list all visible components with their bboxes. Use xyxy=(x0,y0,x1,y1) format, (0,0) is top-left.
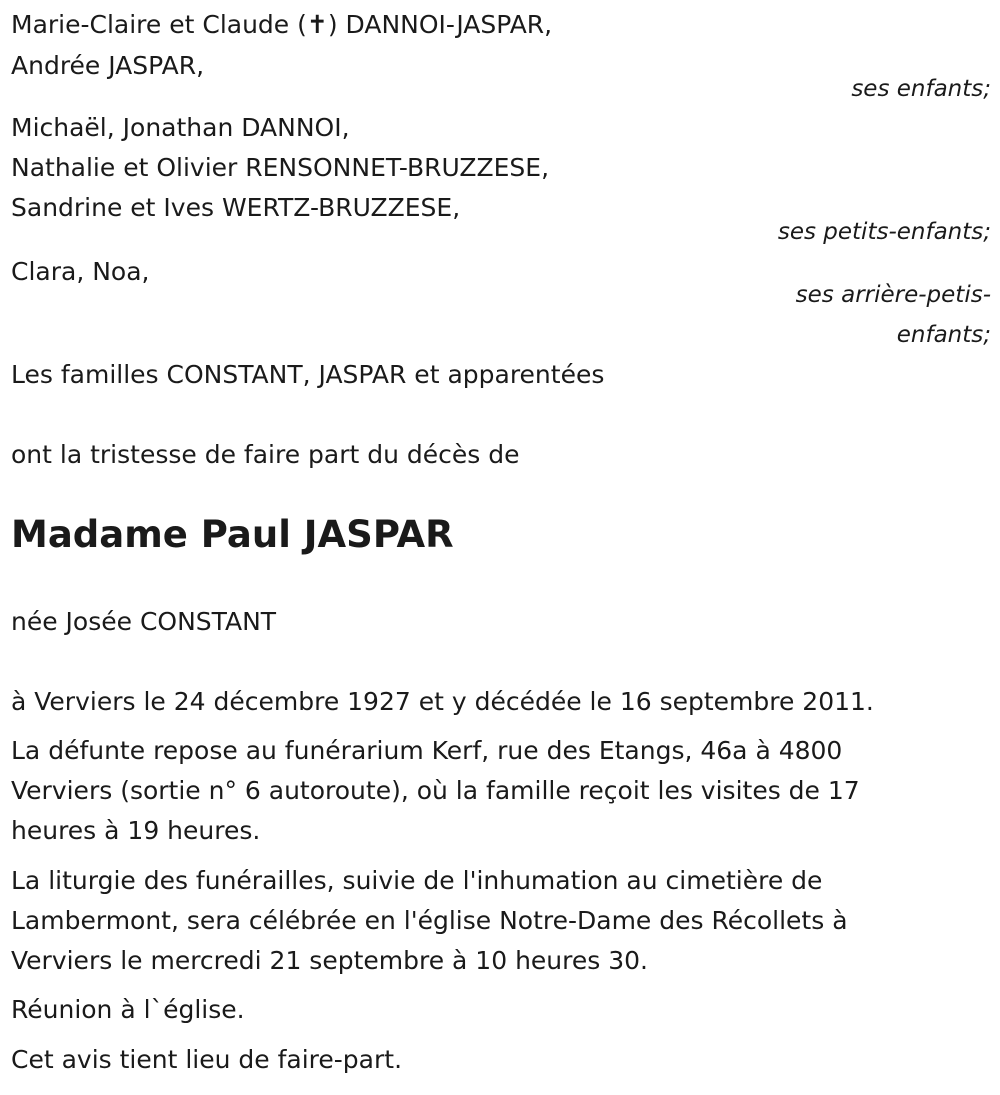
funerarium-line: La défunte repose au funérarium Kerf, rue des Etangs, 46a à 4800 xyxy=(11,736,843,765)
birth-death-text: à Verviers le 24 décembre 1927 et y décédée le 16 septembre 2011. xyxy=(11,687,874,716)
families-line: Les familles CONSTANT, JASPAR et apparentées xyxy=(11,360,605,389)
great-grandchildren-role: enfants; xyxy=(896,322,991,348)
grandchildren-line: Michaël, Jonathan DANNOI, xyxy=(11,113,350,142)
children-role: ses enfants; xyxy=(851,76,991,102)
grandchildren-line: Sandrine et Ives WERTZ-BRUZZESE, xyxy=(11,193,461,222)
great-grandchildren-role: ses arrière-petis- xyxy=(795,282,991,308)
children-line: Marie-Claire et Claude (✝) DANNOI-JASPAR, xyxy=(11,10,553,39)
children-line: Andrée JASPAR, xyxy=(11,51,205,80)
liturgy-line: Lambermont, sera célébrée en l'église Notre-Dame des Récollets à xyxy=(11,906,848,935)
notice-text: Cet avis tient lieu de faire-part. xyxy=(11,1045,403,1074)
grandchildren-role: ses petits-enfants; xyxy=(777,219,991,245)
liturgy-line: Verviers le mercredi 21 septembre à 10 heures 30. xyxy=(11,946,648,975)
deceased-name: Madame Paul JASPAR xyxy=(11,513,454,556)
grandchildren-line: Nathalie et Olivier RENSONNET-BRUZZESE, xyxy=(11,153,550,182)
funerarium-line: heures à 19 heures. xyxy=(11,816,261,845)
funerarium-line: Verviers (sortie n° 6 autoroute), où la famille reçoit les visites de 17 xyxy=(11,776,860,805)
great-grandchildren-line: Clara, Noa, xyxy=(11,257,150,286)
announcement-text: ont la tristesse de faire part du décès de xyxy=(11,440,520,469)
liturgy-line: La liturgie des funérailles, suivie de l'inhumation au cimetière de xyxy=(11,866,823,895)
birth-name: née Josée CONSTANT xyxy=(11,607,277,636)
meeting-text: Réunion à l`église. xyxy=(11,995,245,1024)
